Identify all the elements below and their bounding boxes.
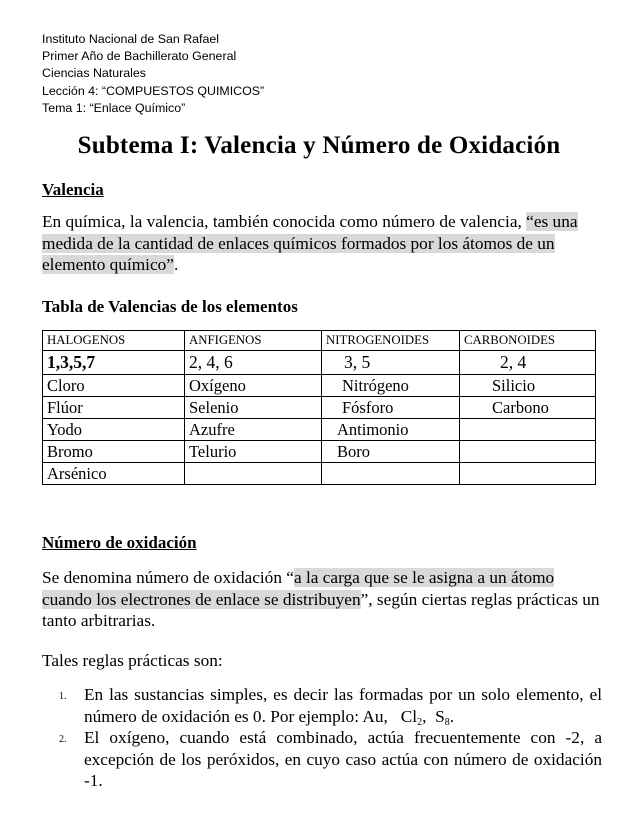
table-cell: Silicio: [460, 375, 596, 397]
table-cell: [460, 441, 596, 463]
header-line-school: Instituto Nacional de San Rafael: [42, 32, 220, 46]
rule-end: .: [449, 706, 455, 726]
table-cell: Telurio: [185, 441, 322, 463]
table-cell: Azufre: [185, 419, 322, 441]
valence-row: [43, 351, 596, 375]
table-cell: Oxígeno: [185, 375, 322, 397]
header-carbonoides: CARBONOIDES: [460, 331, 596, 351]
table-cell: Antimonio: [322, 419, 460, 441]
table-cell: Fósforo: [322, 397, 460, 419]
oxidacion-definition-highlight: a la carga que se le asigna a un átomo cuando los electrones de enlace se distribuyen: [42, 568, 555, 609]
table-cell: [460, 463, 596, 485]
table-cell: Boro: [322, 441, 460, 463]
table-cell: Carbono: [460, 397, 596, 419]
header-nitrogenoides: NITROGENOIDES: [322, 331, 460, 351]
table-cell: Cloro: [43, 375, 185, 397]
valence-carbonoides: 2, 4: [460, 351, 596, 375]
header-line-grade: Primer Año de Bachillerato General: [42, 49, 237, 64]
header-line-subject: Ciencias Naturales: [42, 66, 146, 81]
header-line-topic: Tema 1: “Enlace Químico”: [42, 100, 186, 115]
valencia-text-end: .: [173, 255, 179, 275]
valence-nitrogenoides: 3, 5: [322, 351, 460, 375]
rule-number: 1.: [59, 691, 67, 702]
oxidacion-paragraph: [42, 567, 602, 632]
table-cell: [460, 419, 596, 441]
table-row: [43, 463, 596, 485]
oxidacion-heading: Número de oxidación: [42, 533, 197, 552]
document-header: [42, 31, 264, 117]
table-cell: Bromo: [43, 441, 185, 463]
table-cell: Flúor: [43, 397, 185, 419]
rule-item: [42, 727, 602, 792]
rule-text: En las sustancias simples, es decir las formadas por un solo elemento, el número de oxidación es 0. Por ejemplo: Au,: [84, 685, 602, 726]
valencia-heading: Valencia: [42, 180, 104, 199]
valence-table: [42, 330, 596, 485]
example-subscript: 8: [444, 716, 450, 728]
header-anfigenos: ANFIGENOS: [185, 331, 322, 351]
table-cell: Selenio: [185, 397, 322, 419]
table-cell: [322, 463, 460, 485]
table-row: [43, 397, 596, 419]
page-title: Subtema I: Valencia y Número de Oxidación: [77, 132, 561, 159]
valencia-text-start: En química, la valencia, también conocida como número de valencia,: [42, 212, 527, 231]
rules-list: [42, 684, 602, 792]
header-line-lesson: Lección 4: “COMPUESTOS QUIMICOS”: [42, 83, 265, 98]
oxidacion-text-start: Se denomina número de oxidación “: [42, 568, 294, 587]
table-cell: Arsénico: [43, 463, 185, 485]
valence-anfigenos: 2, 4, 6: [185, 351, 322, 375]
header-halogenos: HALOGENOS: [43, 331, 185, 351]
rule-text: El oxígeno, cuando está combinado, actúa frecuentemente con -2, a excepción de los peróxidos, en cuyo caso actúa con número de oxidación -1.: [84, 728, 602, 791]
table-row: [43, 441, 596, 463]
rule-number: 2.: [59, 734, 67, 746]
table-cell: Yodo: [43, 419, 185, 441]
example-subscript: 2: [417, 716, 423, 728]
valencia-paragraph: [42, 211, 602, 276]
table-row: [43, 375, 596, 397]
table-cell: Nitrógeno: [322, 375, 460, 397]
table-title: Tabla de Valencias de los elementos: [42, 297, 298, 316]
valence-halogenos: 1,3,5,7: [43, 351, 185, 375]
table-row: [43, 419, 596, 441]
table-header-row: [43, 331, 596, 351]
valencia-definition-highlight: “es una medida de la cantidad de enlaces químicos formados por los átomos de un elemento químico”: [42, 212, 578, 275]
example-symbol: S: [435, 706, 445, 726]
rules-intro: Tales reglas prácticas son:: [42, 651, 223, 670]
oxidacion-text-end: ”, según ciertas reglas prácticas un tanto arbitrarias.: [42, 589, 600, 631]
table-cell: [185, 463, 322, 485]
example-symbol: Cl: [400, 706, 418, 726]
rule-item: 1. En las sustancias simples, es decir las formadas por un solo elemento, el número de oxidación es 0. Por ejemplo: Au, $Cl_2$, $S_8$.: [59, 685, 602, 728]
